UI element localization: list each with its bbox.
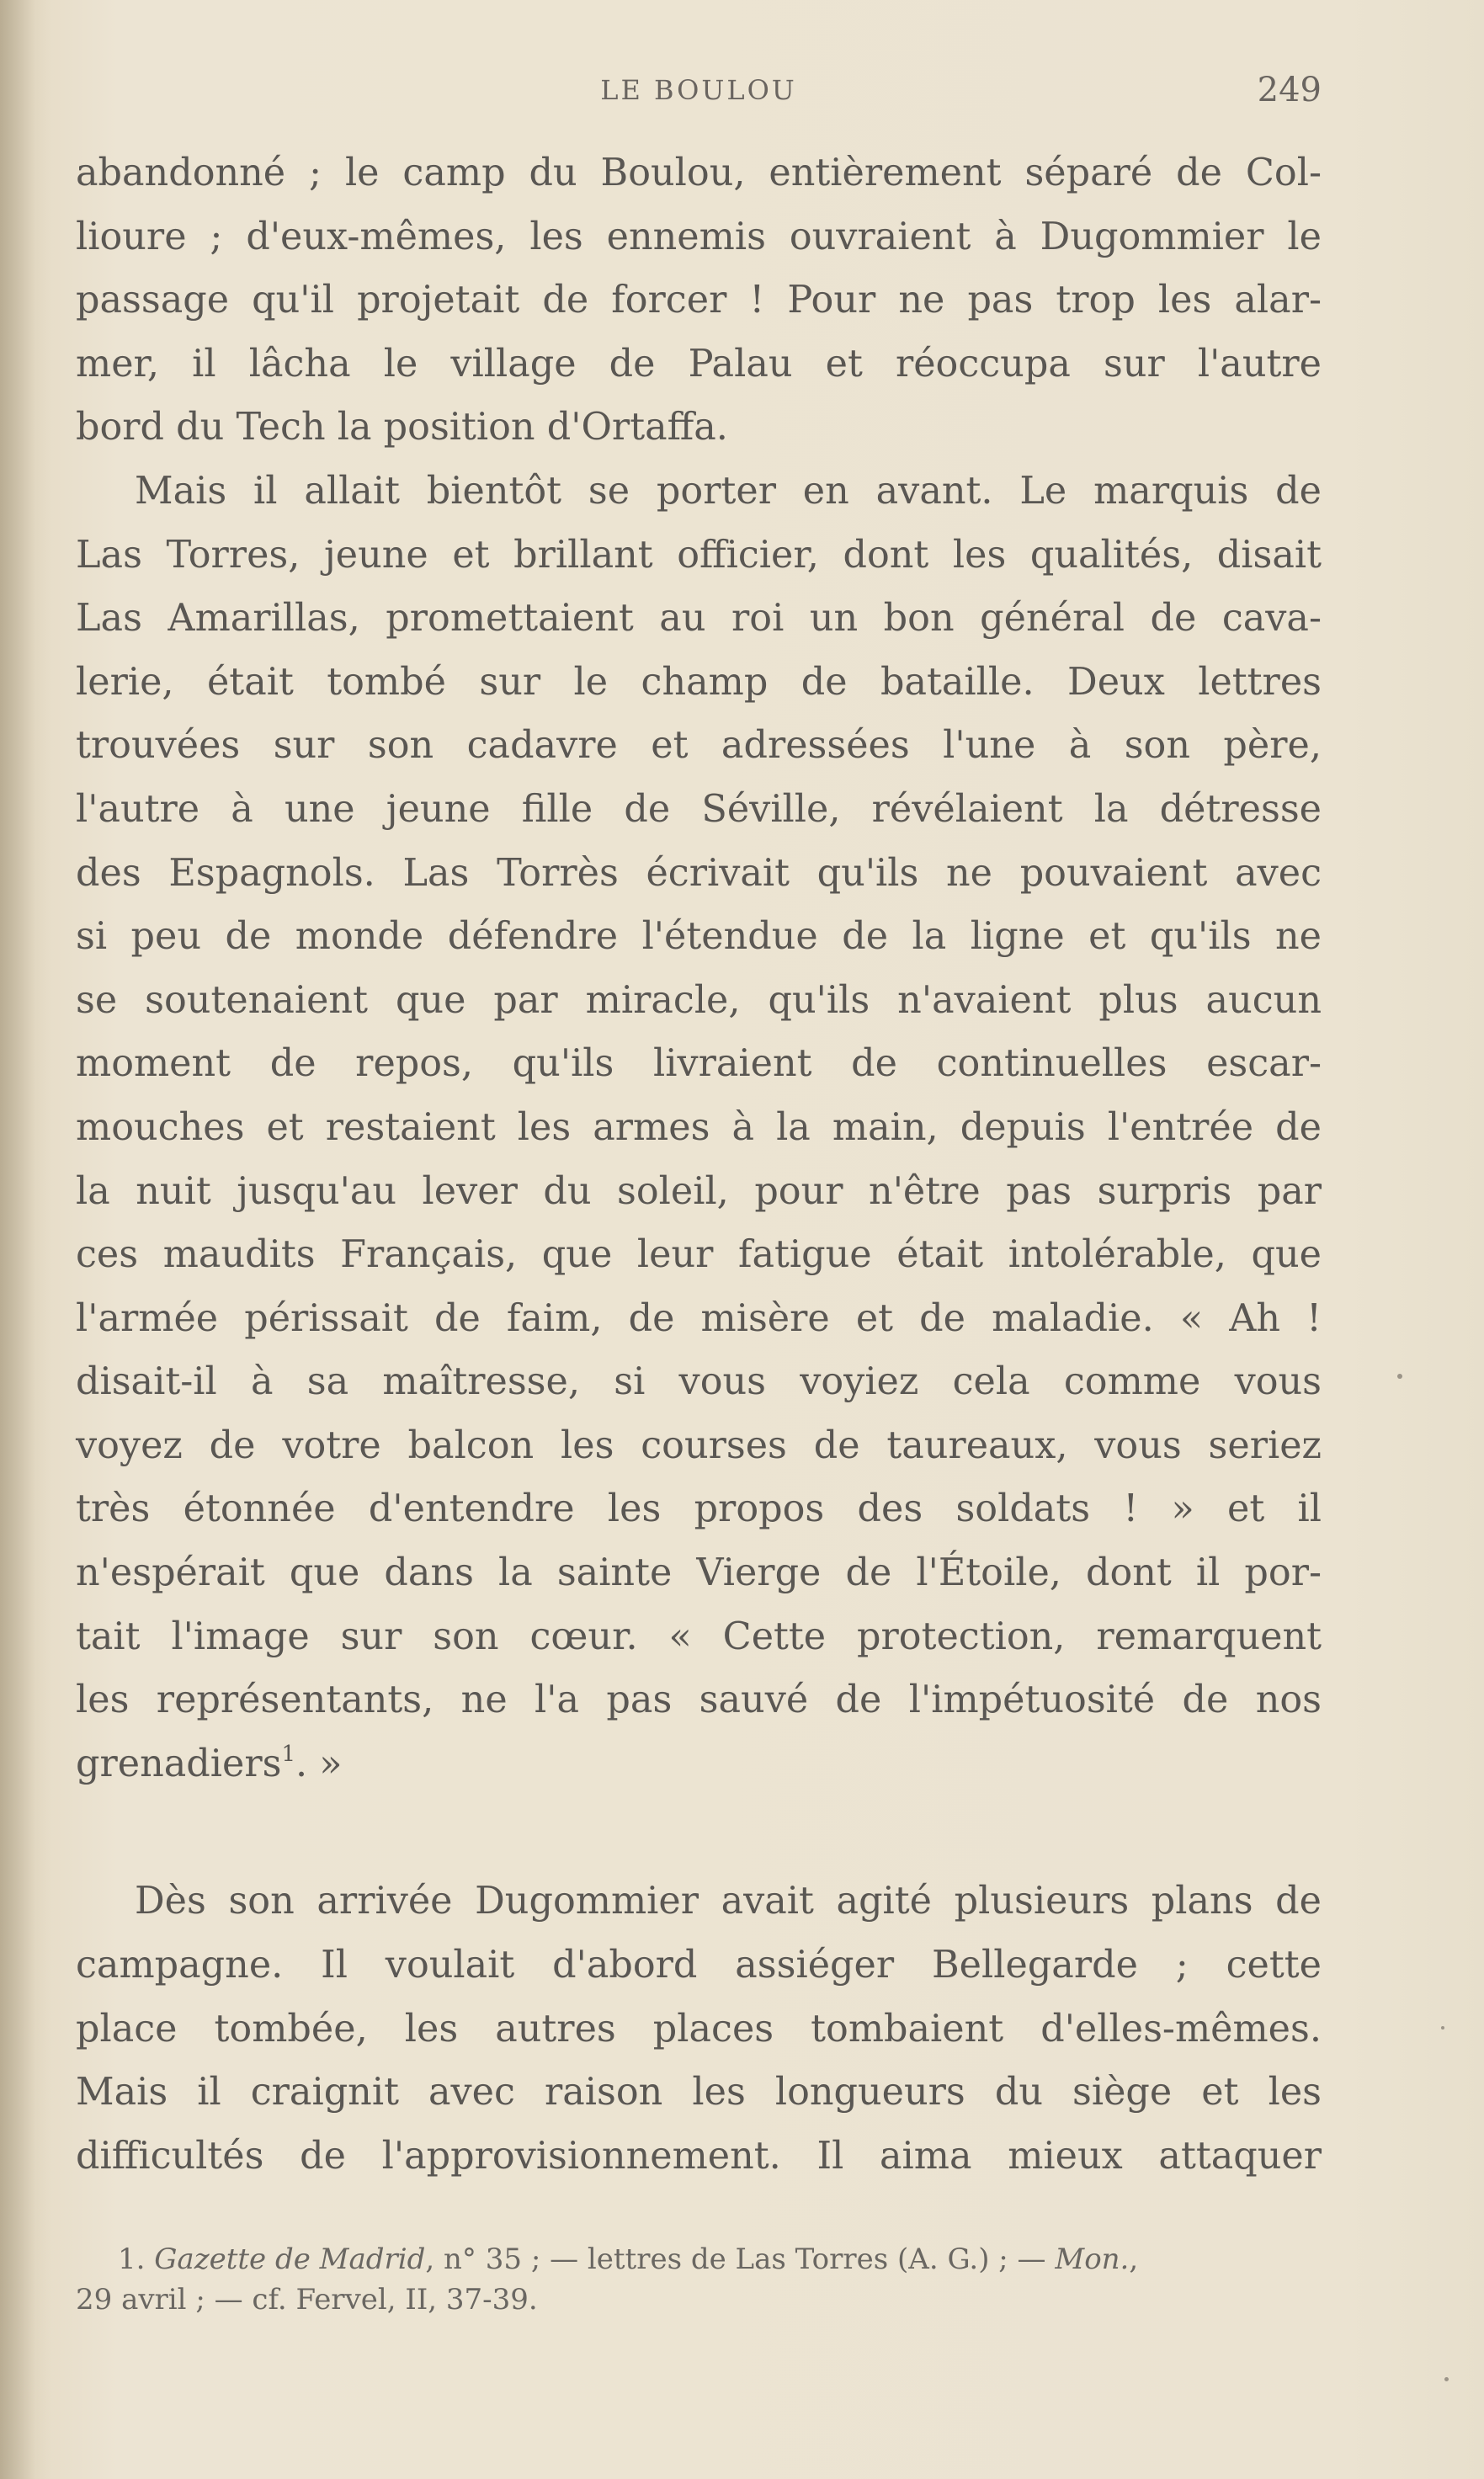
- text-line: disait-il à sa maîtresse, si vous voyiez cela comme vous: [76, 1360, 1322, 1404]
- footnote-reference[interactable]: 1: [281, 1741, 295, 1767]
- text-line: moment de repos, qu'ils livraient de continuelles escar-: [76, 1042, 1322, 1086]
- footnote-line-1: [76, 2239, 1322, 2280]
- text-line: n'espérait que dans la sainte Vierge de l'Étoile, dont il por-: [76, 1551, 1322, 1595]
- text-line: bord du Tech la position d'Ortaffa.: [76, 406, 728, 450]
- text-line: trouvées sur son cadavre et adressées l'une à son père,: [76, 724, 1322, 768]
- spine-shadow: [0, 0, 51, 2479]
- paragraph-2: [76, 460, 1322, 1795]
- text-line: si peu de monde défendre l'étendue de la ligne et qu'ils ne: [76, 915, 1322, 959]
- text-line: [76, 1732, 1322, 1796]
- page-number: 249: [1257, 71, 1322, 109]
- text-line: Mais il craignit avec raison les longueurs du siège et les: [76, 2071, 1322, 2115]
- footnote-line-2: 29 avril ; — cf. Fervel, II, 37-39.: [76, 2283, 538, 2317]
- footnote-source: Gazette de Madrid: [154, 2242, 426, 2276]
- body-text: [76, 141, 1322, 2188]
- text-line: lioure ; d'eux-mêmes, les ennemis ouvraient à Dugommier le: [76, 215, 1322, 258]
- text-line: Mais il allait bientôt se porter en avant. Le marquis de: [135, 469, 1322, 513]
- text-line: l'autre à une jeune fille de Séville, révélaient la détresse: [76, 787, 1322, 831]
- text-line: Las Torres, jeune et brillant officier, dont les qualités, disait: [76, 533, 1322, 577]
- text-line: les représentants, ne l'a pas sauvé de l'impétuosité de nos: [76, 1678, 1322, 1722]
- paragraph-3: [76, 1870, 1322, 2188]
- text-line: place tombée, les autres places tombaient d'elles-mêmes.: [76, 2007, 1322, 2051]
- footnote-marker: 1.: [118, 2242, 146, 2276]
- text-line: Las Amarillas, promettaient au roi un bon général de cava-: [76, 597, 1322, 641]
- footnote-mon: Mon.: [1055, 2242, 1130, 2276]
- footnote-comma: ,: [1129, 2242, 1139, 2276]
- footnote: [76, 2239, 1322, 2320]
- text-line: très étonnée d'entendre les propos des soldats ! » et il: [76, 1487, 1322, 1531]
- paper-speck: [1441, 2026, 1444, 2029]
- text-line: difficultés de l'approvisionnement. Il aima mieux attaquer: [76, 2134, 1322, 2178]
- text-line: ces maudits Français, que leur fatigue était intolérable, que: [76, 1233, 1322, 1277]
- text-line: campagne. Il voulait d'abord assiéger Bellegarde ; cette: [76, 1944, 1322, 1987]
- text-line: tait l'image sur son cœur. « Cette protection, remarquent: [76, 1615, 1322, 1658]
- text-line: lerie, était tombé sur le champ de bataille. Deux lettres: [76, 660, 1322, 704]
- text-line: des Espagnols. Las Torrès écrivait qu'ils ne pouvaient avec: [76, 851, 1322, 895]
- last-line-end: . »: [295, 1742, 343, 1785]
- text-line: se soutenaient que par miracle, qu'ils n'avaient plus aucun: [76, 978, 1322, 1022]
- text-line: la nuit jusqu'au lever du soleil, pour n'être pas surpris par: [76, 1169, 1322, 1213]
- text-line: Dès son arrivée Dugommier avait agité plusieurs plans de: [135, 1880, 1322, 1923]
- text-line: abandonné ; le camp du Boulou, entièrement séparé de Col-: [76, 152, 1322, 194]
- text-line: mer, il lâcha le village de Palau et réoccupa sur l'autre: [76, 342, 1322, 386]
- text-line: l'armée périssait de faim, de misère et de maladie. « Ah !: [76, 1296, 1322, 1340]
- paragraph-1: [76, 141, 1322, 460]
- last-line-text: grenadiers: [76, 1742, 282, 1785]
- text-line: mouches et restaient les armes à la main, depuis l'entrée de: [76, 1105, 1322, 1149]
- paper-speck: [1444, 2377, 1449, 2381]
- paper-speck: [1397, 1374, 1402, 1379]
- running-title: LE BOULOU: [600, 74, 797, 106]
- paragraph-gap: [76, 1795, 1322, 1870]
- text-line: passage qu'il projetait de forcer ! Pour ne pas trop les alar-: [76, 279, 1322, 322]
- footnote-rest: , n° 35 ; — lettres de Las Torres (A. G.) ; —: [425, 2242, 1046, 2276]
- text-line: voyez de votre balcon les courses de taureaux, vous seriez: [76, 1423, 1322, 1467]
- page-header: [76, 67, 1322, 118]
